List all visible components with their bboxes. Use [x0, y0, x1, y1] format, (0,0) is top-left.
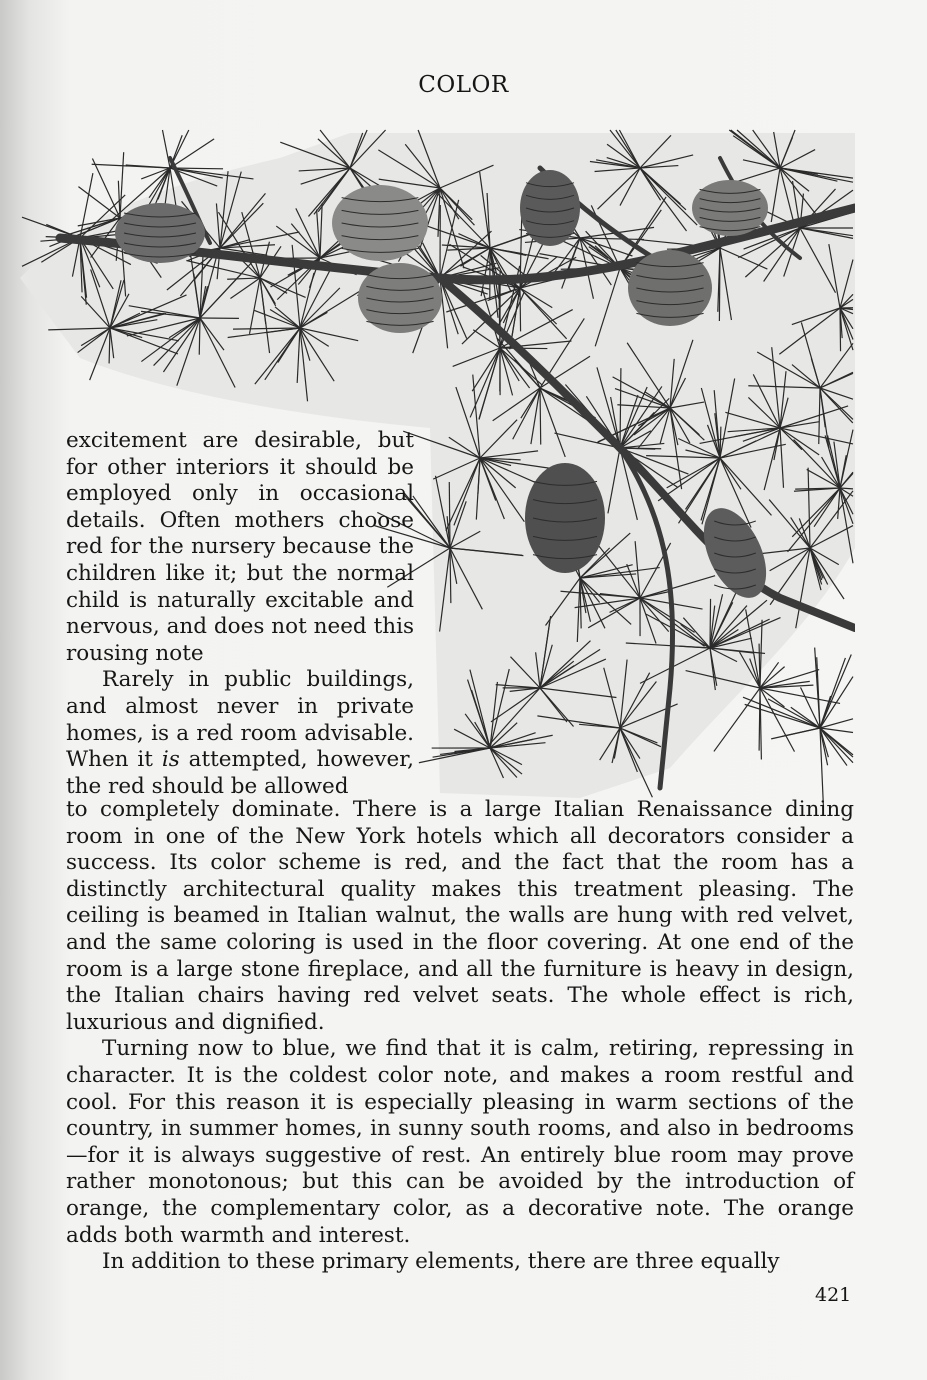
- full-width-text: [66, 797, 854, 1276]
- pine-needle: [820, 658, 845, 728]
- emphasis-is: is: [161, 747, 180, 773]
- paragraph-red-room-continued: to completely dominate. There is a large Italian Renaissance dining room in one of the New York hotels which all decorators consider a success. Its color scheme is red, and the fact that the room has a distinctly architectural quality makes this treatment pleasing. The ceiling is beamed in Italian walnut, the walls are hung with red velvet, and the same coloring is used in the floor covering. At one end of the room is a large stone fireplace, and all the furniture is heavy in design, the Italian chairs having red velvet seats. The whole effect is rich, luxurious and dignified.: [66, 797, 854, 1035]
- pine-needle: [520, 288, 521, 331]
- pine-needle: [162, 130, 170, 168]
- pine-needle: [768, 699, 820, 728]
- pine-needle: [449, 482, 450, 548]
- pine-needle: [199, 318, 200, 355]
- pine-cone: [525, 463, 605, 573]
- pine-needle: [745, 704, 820, 728]
- paragraph-blue: Turning now to blue, we find that it is calm, retiring, repressing in character. It is the coldest color note, and makes a room restful and cool. For this reason it is especially pleasing in warm sections of the country, in summer homes, in sunny south rooms, and also in bedrooms—for it is always suggestive of rest. An entirely blue room may prove rather monotonous; but this can be avoided by the introduction of orange, the complementary color, as a decorative note. The orange adds both warmth and interest.: [66, 1036, 854, 1248]
- pine-needle: [820, 655, 851, 728]
- pine-needle: [782, 728, 820, 736]
- paragraph-column-2: [66, 667, 414, 800]
- paragraph-column-2-start: Rarely in public buildings, and almost never in private homes, is a red room advisable. When it: [66, 667, 414, 773]
- running-head: COLOR: [418, 72, 509, 98]
- pine-needle: [92, 158, 120, 218]
- pine-needle: [743, 697, 820, 728]
- page-number: 421: [815, 1284, 852, 1306]
- paragraph-additional-elements: In addition to these primary elements, there are three equally: [102, 1249, 780, 1275]
- pine-needle: [840, 308, 841, 351]
- pine-needle: [450, 548, 451, 603]
- pine-needle: [760, 688, 761, 759]
- column-text: [66, 428, 414, 800]
- pine-needle: [540, 388, 541, 445]
- paragraph-column-2-end: attempted, however, the red should be allowed: [66, 747, 415, 799]
- pine-needle: [760, 688, 794, 752]
- paragraph-column-1: excitement are desirable, but for other interiors it should be employed only in occasional details. Often mothers choose red for the nursery because the children like it; but the normal child is naturally excitable and nervous, and does not need this rousing note: [66, 428, 414, 666]
- pine-needle: [170, 168, 223, 169]
